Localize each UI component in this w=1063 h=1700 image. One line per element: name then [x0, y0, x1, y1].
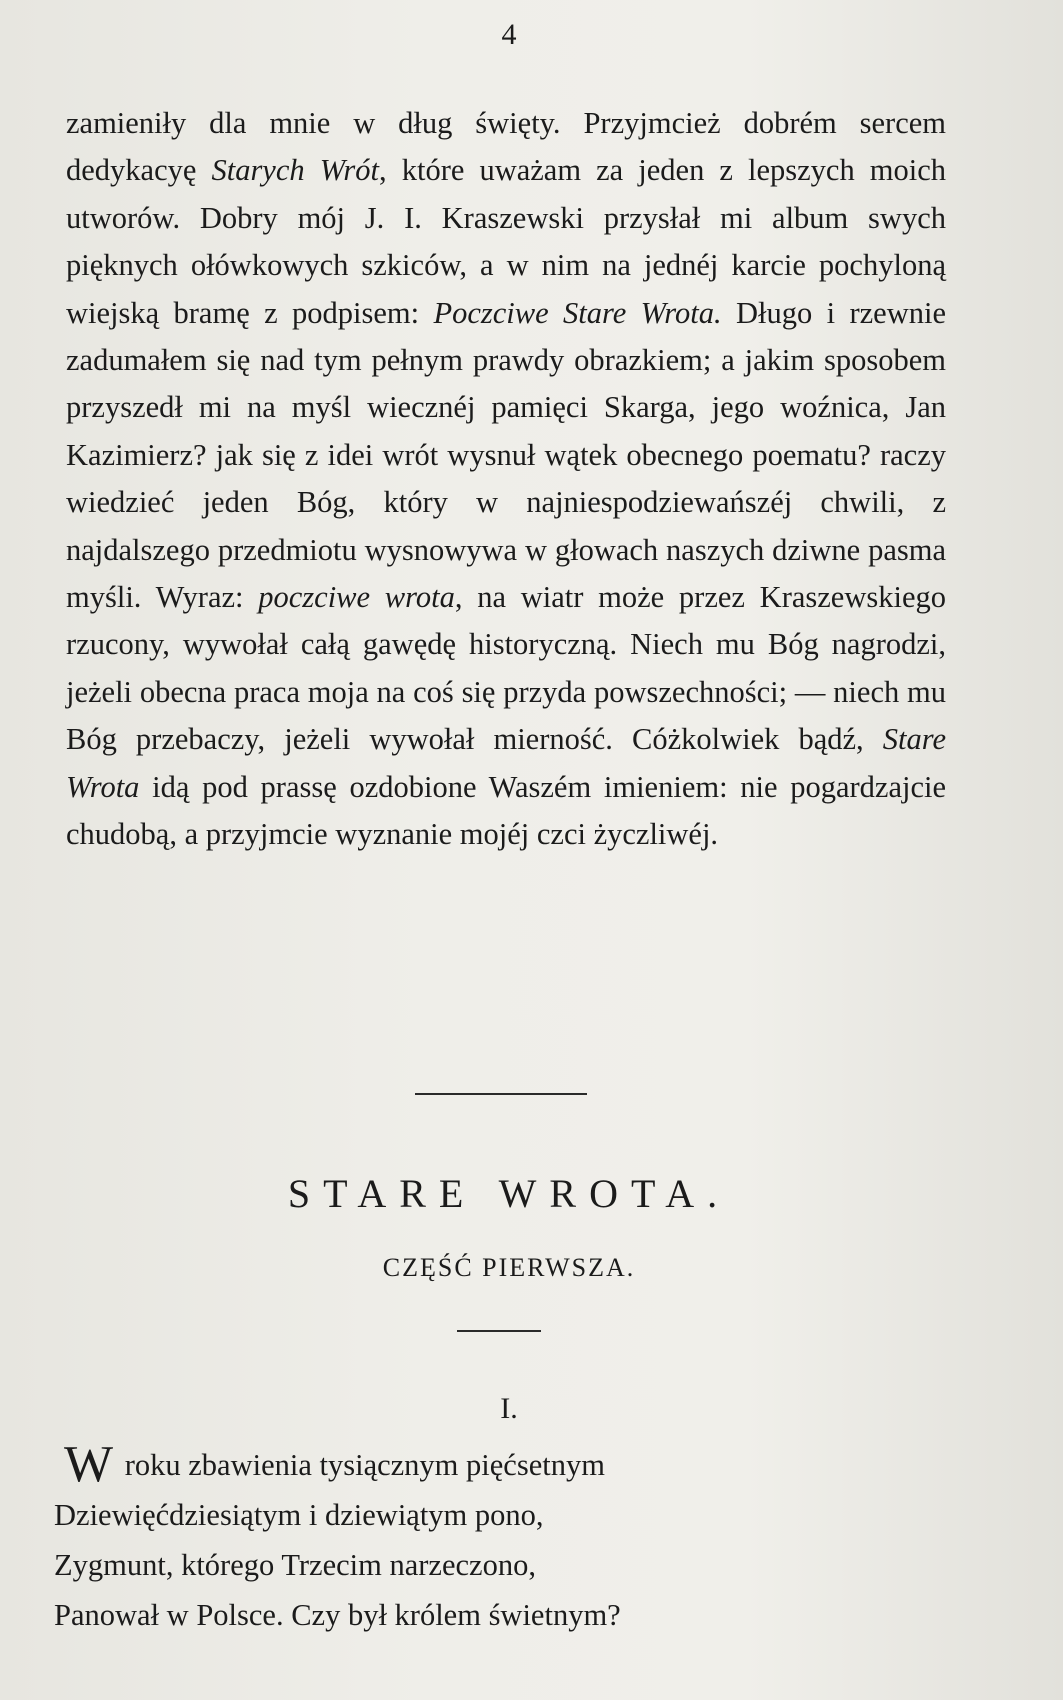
poem-line-1-text: roku zbawienia tysiącznym pięćsetnym: [117, 1448, 605, 1482]
poem-stanza: [54, 1436, 954, 1640]
dedication-part-2: , które uważam za jeden z lepszych moich utworów. Dobry mój J. I. Kraszewski przysłał mi album swych pięknych ołówkowych szkiców, a w nim na jednéj karcie pochyloną wiejską bramę z podpisem:: [66, 153, 946, 330]
page-number: 4: [501, 18, 517, 51]
chapter-title: STARE WROTA.: [287, 1171, 731, 1216]
dedication-part-4: , na wiatr może przez Kraszewskiego rzucony, wywołał całą gawędę historyczną. Niech mu Bóg nagrodzi, jeżeli obecna praca moja na coś się przyda powszechności; — niech mu Bóg przebaczy, jeżeli wywołał mierność. Cóżkolwiek bądź,: [66, 580, 946, 757]
section-number: I.: [500, 1392, 518, 1425]
part-subtitle: CZĘŚĆ PIERWSZA.: [382, 1253, 636, 1282]
dedication-text: [66, 100, 946, 859]
poem-line-3: Zygmunt, którego Trzecim narzeczono,: [54, 1548, 536, 1582]
italic-starych-wrot: Starych Wrót: [211, 153, 380, 188]
poem-line-2: Dziewięćdziesiątym i dziewiątym pono,: [54, 1498, 544, 1532]
dedication-part-3: Długo i rzewnie zadumałem się nad tym pełnym prawdy obrazkiem; a jakim sposobem przyszedł mi na myśl wiecznéj pamięci Skarga, jego woźnica, Jan Kazimierz? jak się z idei wrót wysnuł wątek obecnego poematu? raczy wiedzieć jeden Bóg, który w najniespodziewańszéj chwili, z najdalszego przedmiotu wysnowywa w głowach naszych dziwne pasma myśli. Wyraz:: [66, 295, 946, 615]
poem-line-4: Panował w Polsce. Czy był królem świetnym?: [54, 1598, 621, 1632]
italic-stare-wrota: Stare Wrota: [66, 722, 946, 804]
poem-line-1: [54, 1436, 954, 1493]
drop-cap: W: [64, 1436, 114, 1493]
section-divider-short: [457, 1330, 541, 1332]
section-divider-long: [415, 1093, 587, 1095]
dedication-part-5: idą pod prassę ozdobione Waszém imieniem: nie pogardzajcie chudobą, a przyjmcie wyznanie mojéj czci życzliwéj.: [66, 769, 946, 852]
italic-poczciwe-stare-wrota: Poczciwe Stare Wrota.: [433, 295, 722, 330]
italic-poczciwe-wrota: poczciwe wrota: [258, 580, 455, 615]
dedication-paragraph: [66, 100, 946, 859]
dedication-part-1: zamieniły dla mnie w dług święty. Przyjmcież dobrém sercem dedykacyę: [66, 106, 946, 188]
